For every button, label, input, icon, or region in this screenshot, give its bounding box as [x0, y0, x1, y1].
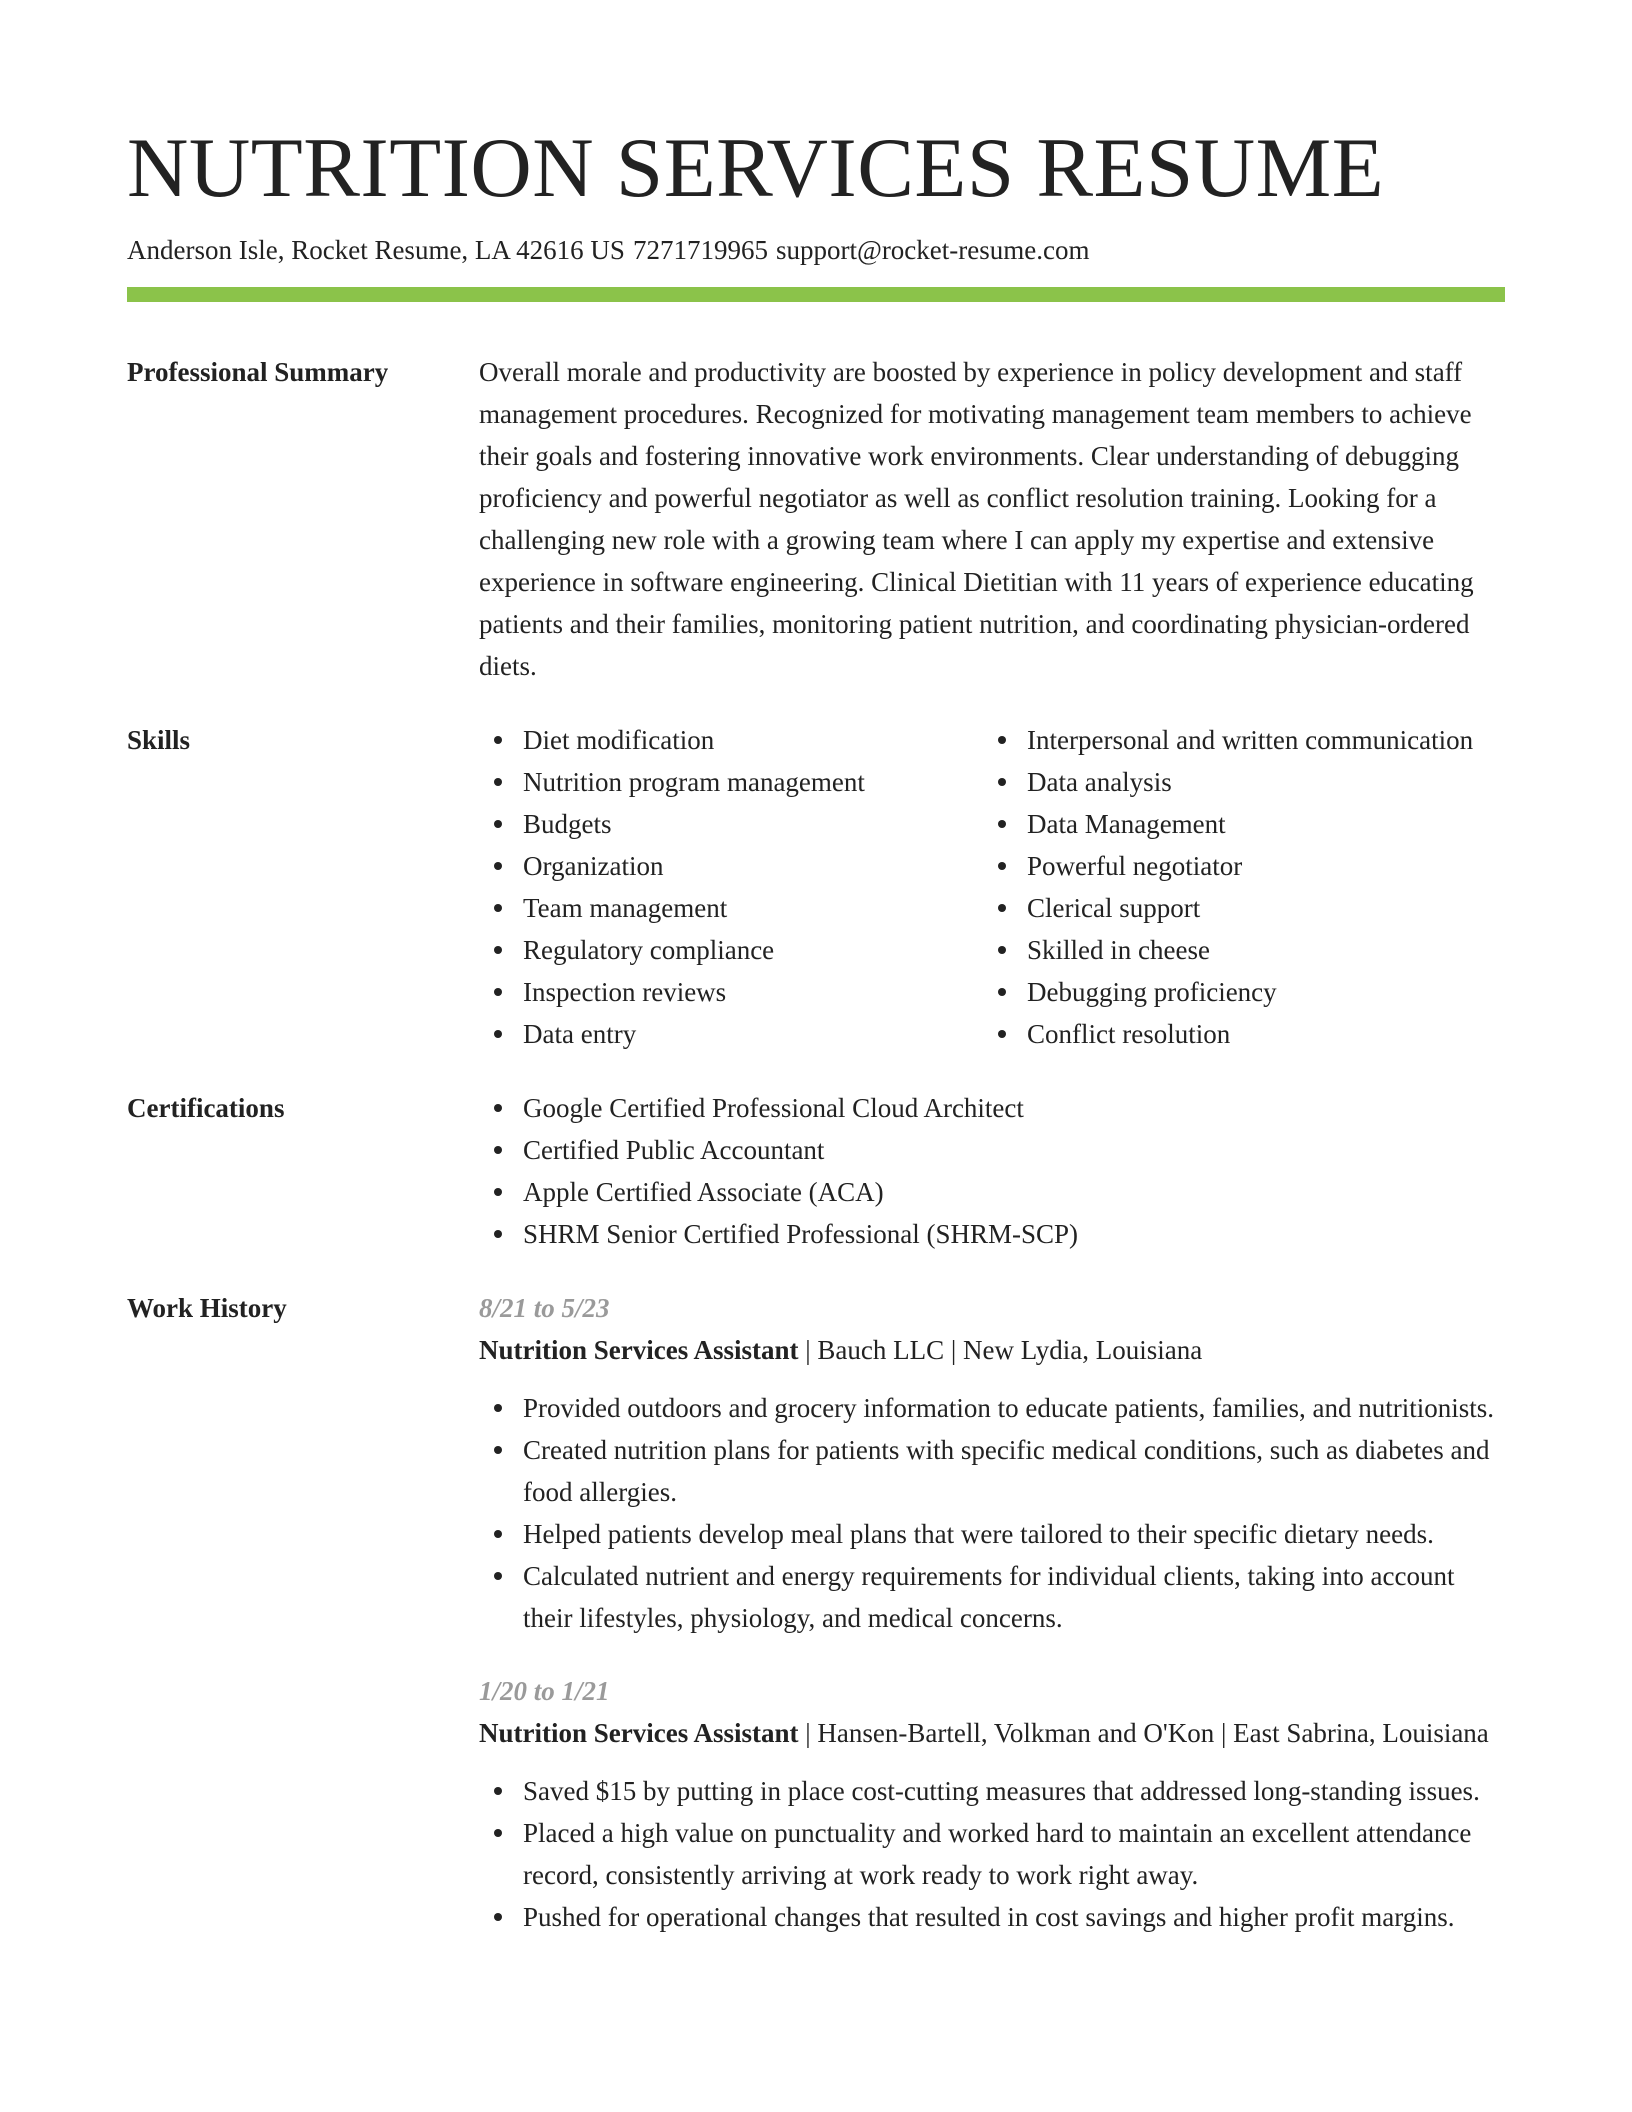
contact-phone: 7271719965: [632, 235, 768, 265]
job-bullet: Helped patients develop meal plans that were tailored to their specific dietary needs.: [523, 1513, 1505, 1555]
job-bullet: Created nutrition plans for patients with specific medical conditions, such as diabetes and food allergies.: [523, 1429, 1505, 1513]
skill-item: Diet modification: [523, 719, 983, 761]
certification-item: SHRM Senior Certified Professional (SHRM-SCP): [523, 1213, 1505, 1255]
skill-item: Skilled in cheese: [1027, 929, 1505, 971]
section-professional-summary: [127, 351, 1505, 687]
skill-item: Data entry: [523, 1013, 983, 1055]
resume-title: NUTRITION SERVICES RESUME: [127, 121, 1385, 215]
skills-list-right: [983, 719, 1505, 1055]
contact-email: support@rocket-resume.com: [775, 235, 1090, 265]
certification-item: Google Certified Professional Cloud Architect: [523, 1087, 1505, 1129]
job-bullet: Provided outdoors and grocery information to educate patients, families, and nutritionists.: [523, 1387, 1505, 1429]
skill-item: Conflict resolution: [1027, 1013, 1505, 1055]
certification-item: Apple Certified Associate (ACA): [523, 1171, 1505, 1213]
skill-item: Organization: [523, 845, 983, 887]
job-bullet: Placed a high value on punctuality and worked hard to maintain an excellent attendance record, consistently arriving at work ready to work right away.: [523, 1812, 1505, 1896]
summary-text: Overall morale and productivity are boosted by experience in policy development and staff management procedures. Recognized for motivating management team members to achieve their goals and fostering innovative work environments. Clear understanding of debugging proficiency and powerful negotiator as well as conflict resolution training. Looking for a challenging new role with a growing team where I can apply my expertise and extensive experience in software engineering. Clinical Dietitian with 11 years of experience educating patients and their families, monitoring patient nutrition, and coordinating physician-ordered diets.: [479, 357, 1474, 681]
section-label: Skills: [127, 725, 191, 755]
job-bullet: Pushed for operational changes that resulted in cost savings and higher profit margins.: [523, 1896, 1505, 1938]
section-body: [479, 1087, 1505, 1255]
skills-columns: [479, 719, 1505, 1055]
skill-item: Interpersonal and written communication: [1027, 719, 1505, 761]
job-bullet: Calculated nutrient and energy requirements for individual clients, taking into account their lifestyles, physiology, and medical concerns.: [523, 1555, 1505, 1639]
certification-item: Certified Public Accountant: [523, 1129, 1505, 1171]
job-heading: [479, 1329, 1505, 1371]
skill-item: Clerical support: [1027, 887, 1505, 929]
job-dates: 8/21 to 5/23: [479, 1293, 610, 1323]
job-details: | Hansen-Bartell, Volkman and O'Kon | East Sabrina, Louisiana: [798, 1718, 1489, 1748]
job-entry: [479, 1670, 1505, 1938]
section-body: [479, 351, 1505, 687]
skills-list-left: [479, 719, 983, 1055]
skill-item: Powerful negotiator: [1027, 845, 1505, 887]
job-entry: [479, 1287, 1505, 1639]
skill-item: Team management: [523, 887, 983, 929]
skill-item: Regulatory compliance: [523, 929, 983, 971]
section-skills: [127, 719, 1505, 1055]
section-label: Professional Summary: [127, 357, 389, 387]
header-divider: [127, 287, 1505, 302]
contact-address: Anderson Isle, Rocket Resume, LA 42616 US: [127, 235, 625, 265]
job-bullet: Saved $15 by putting in place cost-cutting measures that addressed long-standing issues.: [523, 1770, 1505, 1812]
job-bullets: [479, 1770, 1505, 1938]
skill-item: Data Management: [1027, 803, 1505, 845]
contact-line: [127, 232, 1505, 268]
job-title: Nutrition Services Assistant: [479, 1718, 799, 1748]
certifications-list: [479, 1087, 1505, 1255]
job-details: | Bauch LLC | New Lydia, Louisiana: [798, 1335, 1203, 1365]
job-dates: 1/20 to 1/21: [479, 1676, 610, 1706]
section-body: [479, 1287, 1505, 1938]
skill-item: Budgets: [523, 803, 983, 845]
section-certifications: [127, 1087, 1505, 1255]
section-work-history: [127, 1287, 1505, 1938]
job-heading: [479, 1712, 1505, 1754]
job-title: Nutrition Services Assistant: [479, 1335, 799, 1365]
section-label: Work History: [127, 1293, 287, 1323]
skill-item: Data analysis: [1027, 761, 1505, 803]
skill-item: Debugging proficiency: [1027, 971, 1505, 1013]
section-label: Certifications: [127, 1093, 285, 1123]
skill-item: Inspection reviews: [523, 971, 983, 1013]
job-bullets: [479, 1387, 1505, 1639]
skill-item: Nutrition program management: [523, 761, 983, 803]
